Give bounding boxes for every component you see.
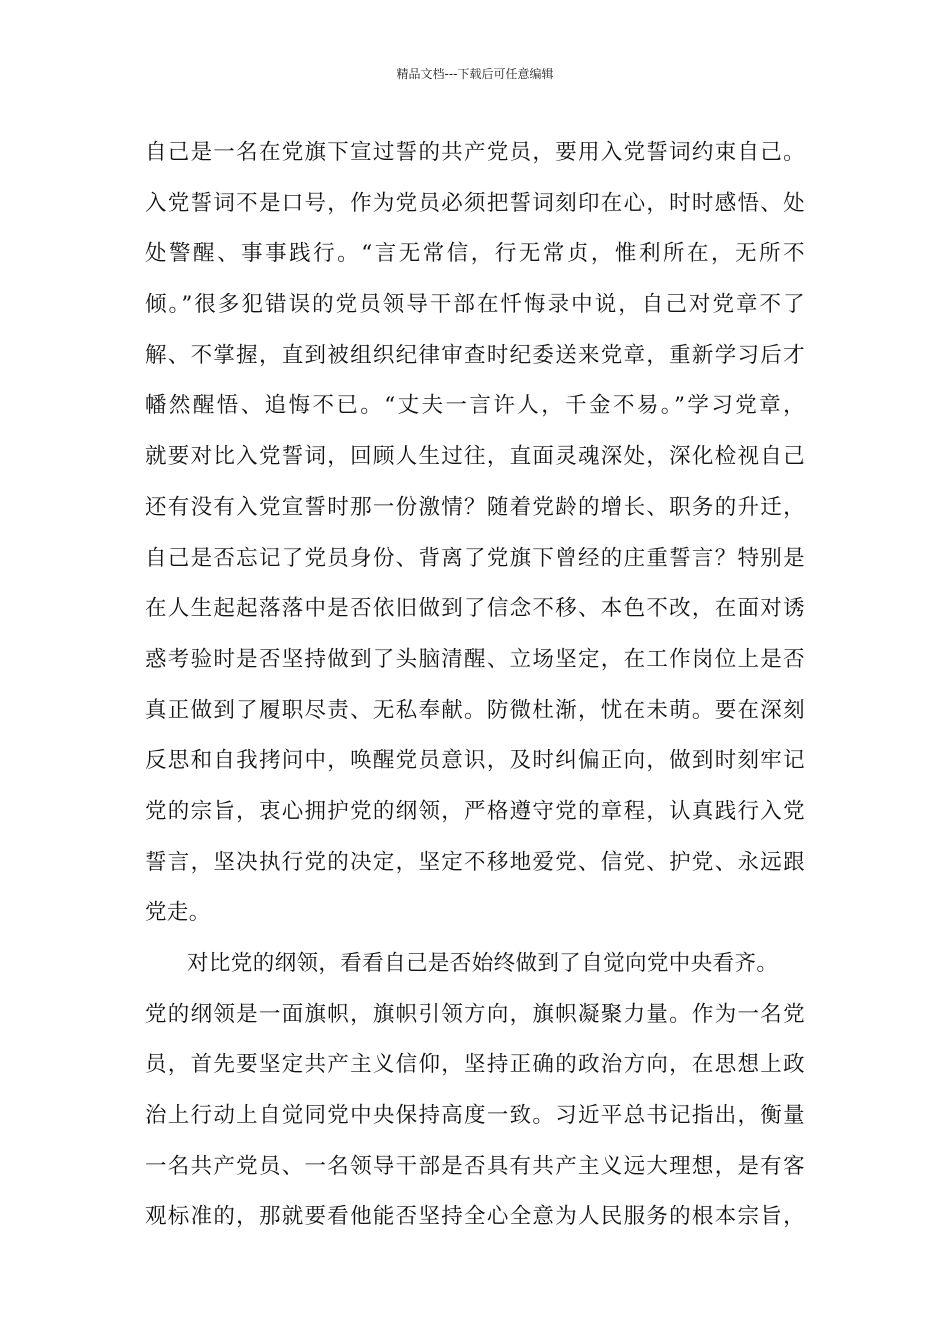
text-line: 真正做到了履职尽责、无私奉献。防微杜渐，忧在未萌。要在深刻 bbox=[145, 697, 805, 723]
document-body bbox=[145, 128, 805, 1243]
text-line: 一名共产党员、一名领导干部是否具有共产主义远大理想，是有客 bbox=[145, 1153, 805, 1179]
text-line: 反思和自我拷问中，唤醒党员意识，及时纠偏正向，做到时刻牢记 bbox=[145, 748, 805, 774]
paragraph-2 bbox=[145, 939, 805, 1243]
text-line: 党的纲领是一面旗帜，旗帜引领方向，旗帜凝聚力量。作为一名党 bbox=[145, 1001, 805, 1027]
paragraph-1 bbox=[145, 128, 805, 939]
text-line: 员，首先要坚定共产主义信仰，坚持正确的政治方向，在思想上政 bbox=[145, 1052, 805, 1078]
text-line: 观标准的，那就要看他能否坚持全心全意为人民服务的根本宗旨， bbox=[145, 1204, 805, 1230]
text-line: 誓言，坚决执行党的决定，坚定不移地爱党、信党、护党、永远跟 bbox=[145, 849, 805, 875]
page-header: 精品文档---下载后可任意编辑 bbox=[396, 67, 554, 81]
text-line: 在人生起起落落中是否依旧做到了信念不移、本色不改，在面对诱 bbox=[145, 596, 805, 622]
text-line: 党走。 bbox=[145, 900, 211, 926]
text-line: 惑考验时是否坚持做到了头脑清醒、立场坚定，在工作岗位上是否 bbox=[145, 646, 805, 672]
text-line: 自己是否忘记了党员身份、背离了党旗下曾经的庄重誓言？特别是 bbox=[145, 545, 805, 571]
text-line: 解、不掌握，直到被组织纪律审查时纪委送来党章，重新学习后才 bbox=[145, 342, 805, 368]
text-line: 治上行动上自觉同党中央保持高度一致。习近平总书记指出，衡量 bbox=[145, 1103, 805, 1129]
text-line: 还有没有入党宣誓时那一份激情？随着党龄的增长、职务的升迁， bbox=[145, 494, 805, 520]
text-line: 对比党的纲领，看看自己是否始终做到了自觉向党中央看齐。 bbox=[187, 951, 779, 976]
text-line: 倾。”很多犯错误的党员领导干部在忏悔录中说，自己对党章不了 bbox=[145, 292, 805, 318]
text-line: 入党誓词不是口号，作为党员必须把誓词刻印在心，时时感悟、处 bbox=[145, 190, 805, 216]
text-line: 自己是一名在党旗下宣过誓的共产党员，要用入党誓词约束自己。 bbox=[145, 140, 805, 165]
text-line: 幡然醒悟、追悔不已。“丈夫一言许人，千金不易。”学习党章， bbox=[145, 393, 805, 419]
text-line: 就要对比入党誓词，回顾人生过往，直面灵魂深处，深化检视自己 bbox=[145, 444, 805, 470]
text-line: 处警醒、事事践行。“言无常信，行无常贞，惟利所在，无所不 bbox=[145, 241, 805, 267]
text-line: 党的宗旨，衷心拥护党的纲领，严格遵守党的章程，认真践行入党 bbox=[145, 798, 805, 824]
